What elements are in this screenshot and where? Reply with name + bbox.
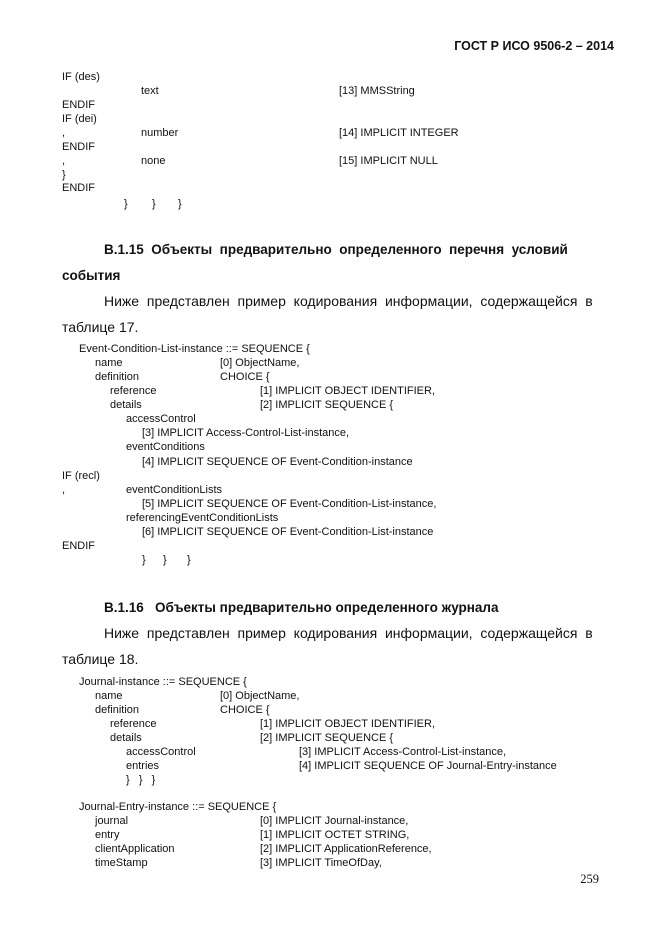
code-field: clientApplication xyxy=(95,843,175,855)
paragraph-b115-cont: таблице 17. xyxy=(62,319,139,335)
closing-brace: } xyxy=(163,554,167,566)
code-field: referencingEventConditionLists xyxy=(126,512,279,524)
code-type: [6] IMPLICIT SEQUENCE OF Event-Condition-List-instance xyxy=(142,526,434,538)
code-type: [15] IMPLICIT NULL xyxy=(339,155,438,167)
code-line: IF (dei) xyxy=(62,113,97,125)
code-line: Event-Condition-List-instance ::= SEQUENCE { xyxy=(79,343,310,355)
code-field: name xyxy=(95,690,123,702)
closing-brace: } xyxy=(178,198,182,210)
paragraph-b116: Ниже представлен пример кодирования информации, содержащейся в xyxy=(104,625,593,641)
closing-brace: } xyxy=(124,198,128,210)
code-type: [0] ObjectName, xyxy=(220,357,300,369)
section-heading-b116: В.1.16 Объекты предварительно определенного журнала xyxy=(104,600,499,615)
code-field: definition xyxy=(95,371,140,383)
code-type: [5] IMPLICIT SEQUENCE OF Event-Condition-List-instance, xyxy=(142,498,437,510)
code-line: Journal-Entry-instance ::= SEQUENCE { xyxy=(79,801,277,813)
code-type: [2] IMPLICIT ApplicationReference, xyxy=(260,843,432,855)
code-type: [3] IMPLICIT Access-Control-List-instance, xyxy=(299,746,507,758)
code-type: [2] IMPLICIT SEQUENCE { xyxy=(260,399,394,411)
section-heading-b115-cont: события xyxy=(62,268,121,283)
code-line: ENDIF xyxy=(62,141,95,153)
code-type: [0] ObjectName, xyxy=(220,690,300,702)
section-heading-b115: В.1.15 Объекты предварительно определенного перечня условий xyxy=(104,242,568,257)
code-type: [1] IMPLICIT OCTET STRING, xyxy=(260,829,410,841)
code-type: [3] IMPLICIT TimeOfDay, xyxy=(260,857,382,869)
code-field: details xyxy=(110,399,142,411)
code-type: [14] IMPLICIT INTEGER xyxy=(339,127,459,139)
code-line: ENDIF xyxy=(62,540,95,552)
paragraph-b116-cont: таблице 18. xyxy=(62,651,139,667)
code-type: [1] IMPLICIT OBJECT IDENTIFIER, xyxy=(260,718,436,730)
code-field: eventConditions xyxy=(126,441,205,453)
code-field: definition xyxy=(95,704,140,716)
code-field: number xyxy=(141,127,179,139)
code-line: ENDIF xyxy=(62,182,95,194)
paragraph-b115: Ниже представлен пример кодирования информации, содержащейся в xyxy=(104,293,593,309)
closing-braces: } } } xyxy=(126,774,156,786)
code-line: IF (recl) xyxy=(62,470,100,482)
code-separator: , xyxy=(62,127,66,139)
code-type: CHOICE { xyxy=(220,371,270,383)
page-number: 259 xyxy=(580,872,599,886)
code-field: entry xyxy=(95,829,120,841)
code-field: accessControl xyxy=(126,413,196,425)
code-field: timeStamp xyxy=(95,857,148,869)
code-separator: , xyxy=(62,155,66,167)
code-type: [13] MMSString xyxy=(339,85,415,97)
code-field: none xyxy=(141,155,166,167)
code-separator: , xyxy=(62,484,66,496)
code-line: IF (des) xyxy=(62,71,100,83)
code-field: accessControl xyxy=(126,746,196,758)
code-field: text xyxy=(141,85,159,97)
code-field: details xyxy=(110,732,142,744)
closing-brace: } xyxy=(152,198,156,210)
code-type: [2] IMPLICIT SEQUENCE { xyxy=(260,732,394,744)
closing-brace: } xyxy=(187,554,191,566)
code-field: eventConditionLists xyxy=(126,484,223,496)
code-field: name xyxy=(95,357,123,369)
code-type: [1] IMPLICIT OBJECT IDENTIFIER, xyxy=(260,385,436,397)
code-field: reference xyxy=(110,385,157,397)
code-line: } xyxy=(62,169,66,181)
code-type: [4] IMPLICIT SEQUENCE OF Event-Condition-instance xyxy=(142,456,413,468)
code-field: entries xyxy=(126,760,160,772)
code-type: [4] IMPLICIT SEQUENCE OF Journal-Entry-instance xyxy=(299,760,557,772)
code-type: [3] IMPLICIT Access-Control-List-instance, xyxy=(142,427,350,439)
closing-brace: } xyxy=(142,554,146,566)
code-type: [0] IMPLICIT Journal-instance, xyxy=(260,815,409,827)
code-line: Journal-instance ::= SEQUENCE { xyxy=(79,676,247,688)
code-field: journal xyxy=(95,815,129,827)
code-field: reference xyxy=(110,718,157,730)
document-code: ГОСТ Р ИСО 9506-2 – 2014 xyxy=(454,39,614,53)
code-type: CHOICE { xyxy=(220,704,270,716)
code-line: ENDIF xyxy=(62,99,95,111)
